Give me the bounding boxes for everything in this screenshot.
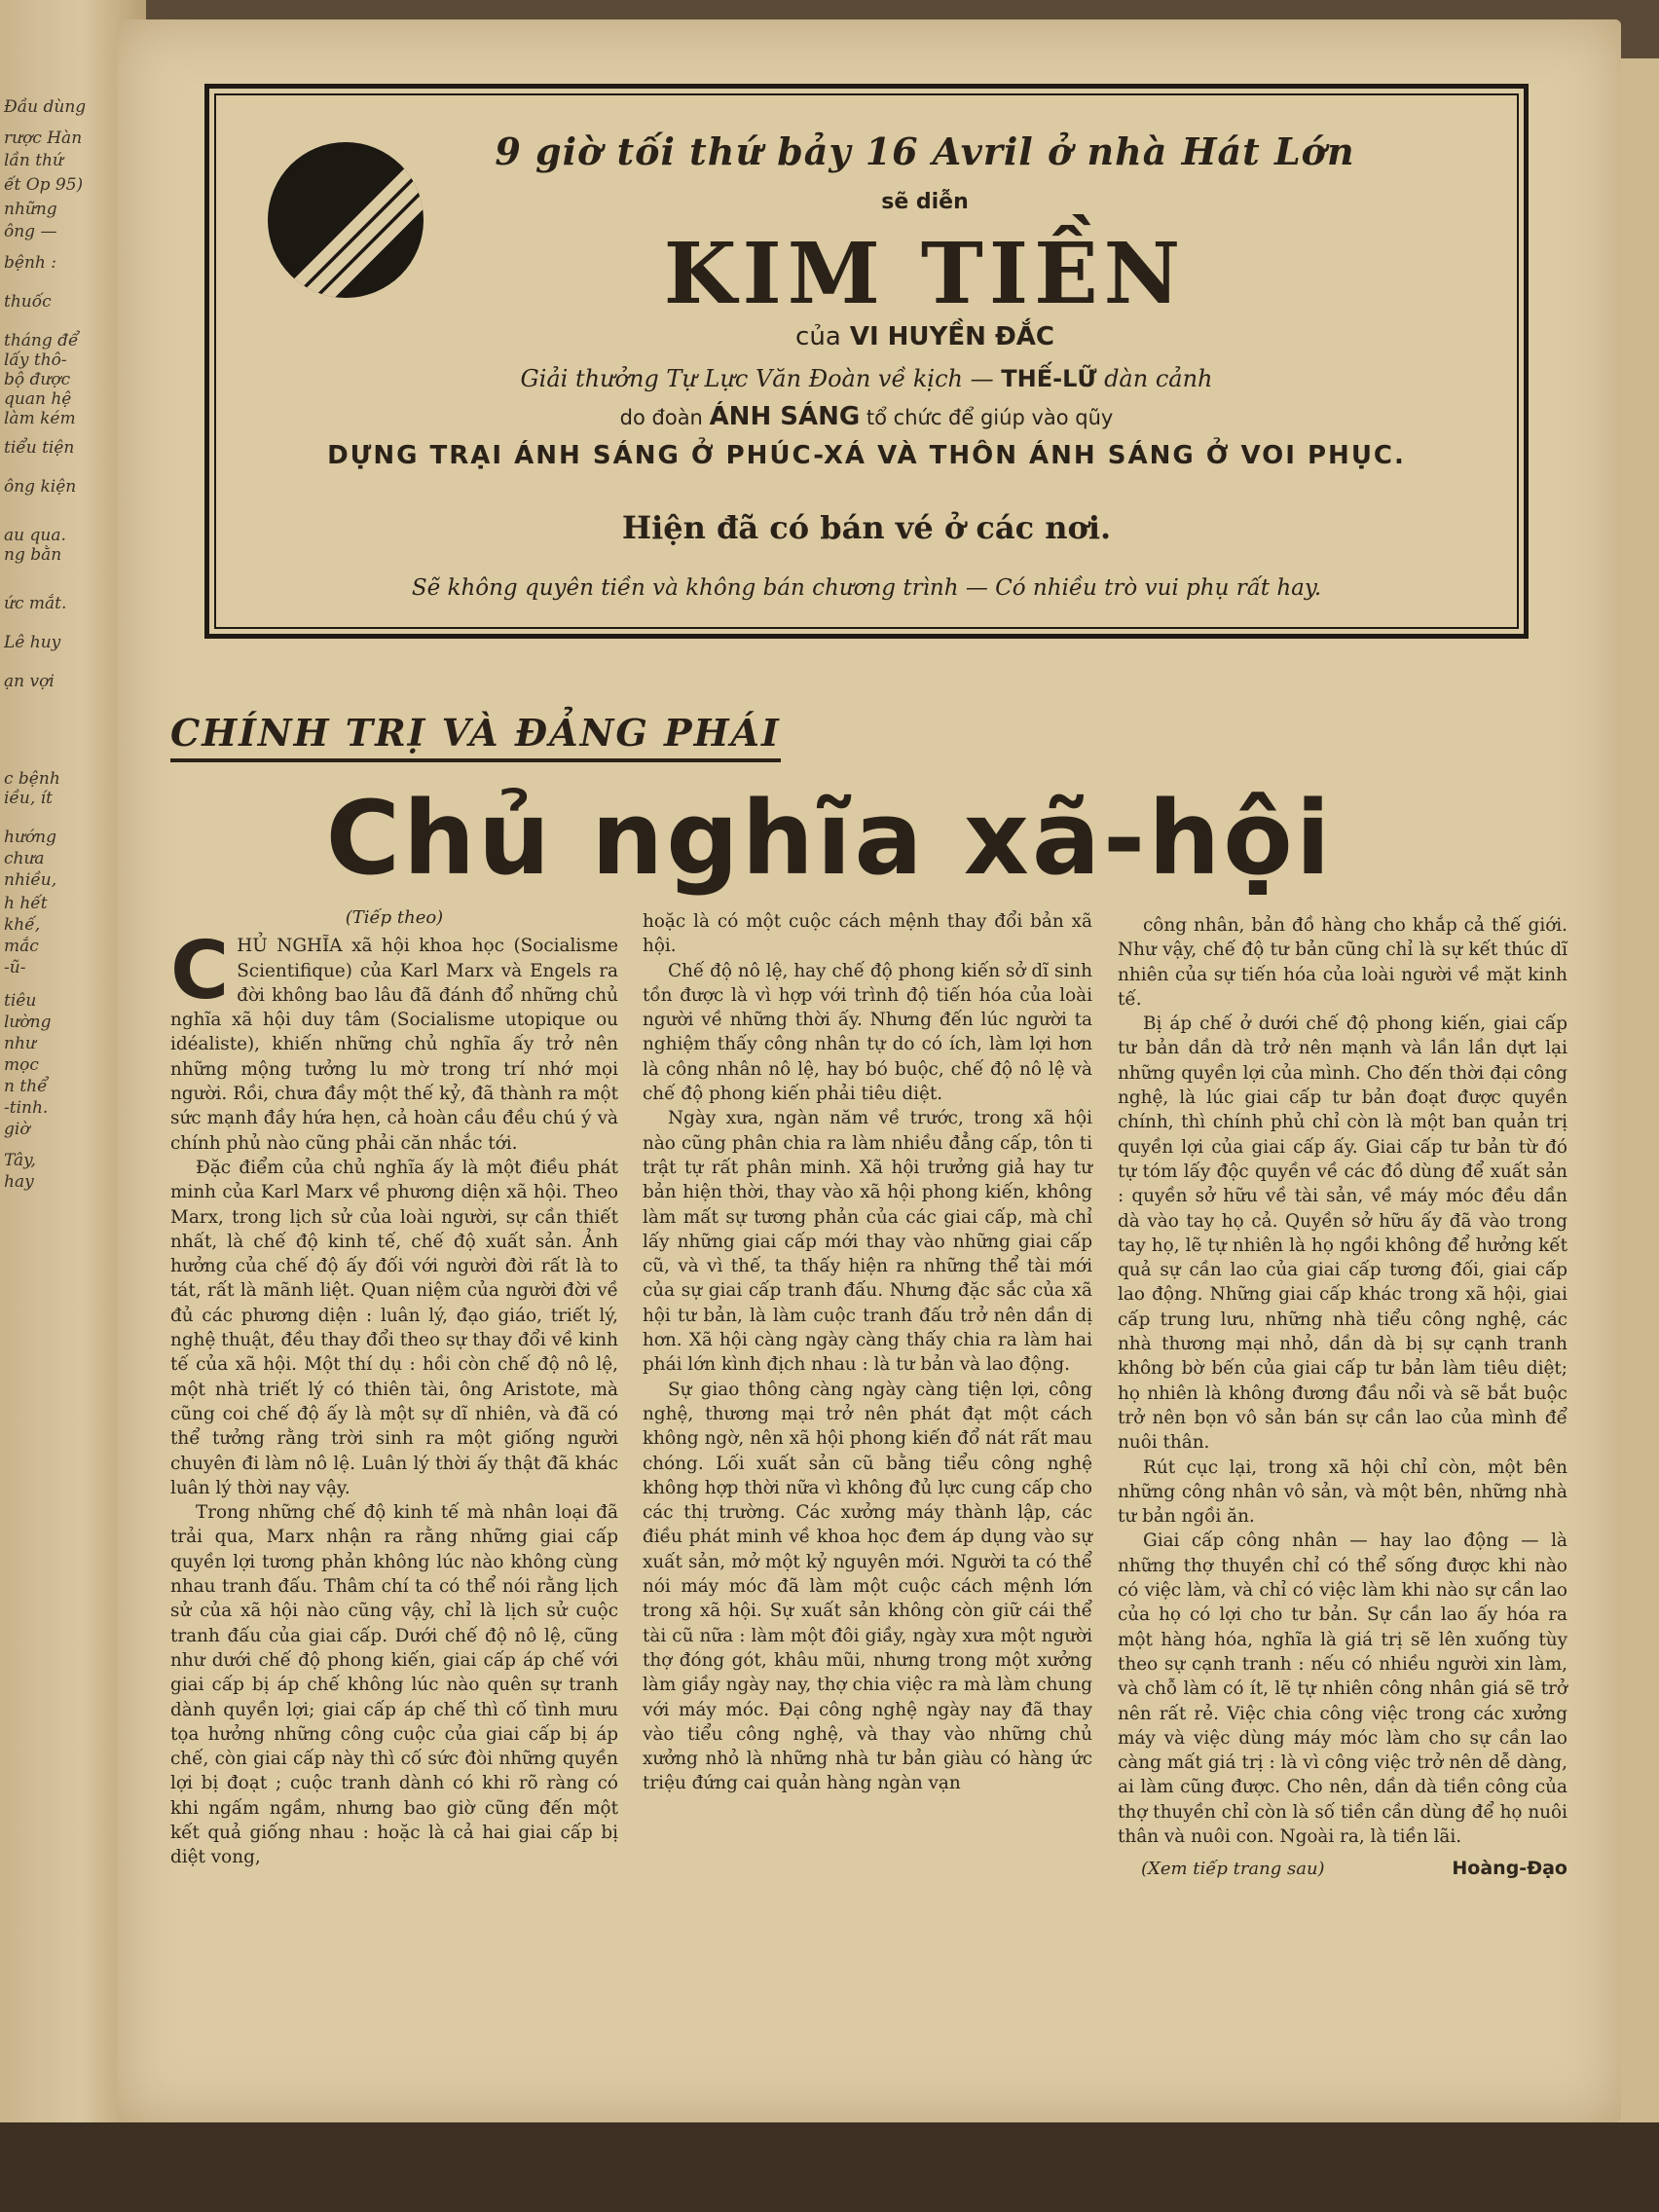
previous-page-fragment: bệnh :: [4, 253, 56, 273]
ad-purpose-line: DỰNG TRẠI ÁNH SÁNG Ở PHÚC-XÁ VÀ THÔN ÁNH SÁNG Ở VOI PHỤC.: [327, 441, 1406, 470]
ad-author-name: VI HUYỀN ĐẮC: [849, 322, 1054, 351]
previous-page-fragment: iều, ít: [4, 789, 53, 808]
previous-page-fragment: rược Hàn: [4, 129, 83, 148]
ad-prize-text: Giải thưởng Tự Lực Văn Đoàn về kịch —: [520, 365, 994, 392]
previous-page-fragment: ức mắt.: [4, 594, 67, 613]
ad-org-suffix: tổ chức để giúp vào qũy: [866, 406, 1114, 429]
paragraph: công nhân, bản đồ hàng cho khắp cả thế giới. Như vậy, chế độ tư bản cũng chỉ là sự kết thúc dĩ nhiên của sự tiến hóa của loài người về mặt kinh tế.: [1118, 915, 1567, 1010]
ad-director-suffix: dàn cảnh: [1104, 365, 1213, 392]
previous-page-fragment: -ũ-: [4, 958, 26, 977]
previous-page-fragment: hướng: [4, 828, 56, 847]
previous-page-fragment: ông —: [4, 222, 57, 241]
ad-author-prefix: của: [795, 322, 841, 351]
previous-page-fragment: giờ: [4, 1120, 30, 1139]
previous-page-fragment: au qua.: [4, 526, 66, 545]
paragraph: Rút cục lại, trong xã hội chỉ còn, một bên những công nhân vô sản, và một bên, những nhà tư bản ngồi ăn.: [1118, 1456, 1567, 1528]
paragraph: Đặc điểm của chủ nghĩa ấy là một điều phát minh của Karl Marx về phương diện xã hội. Theo Marx, trong lịch sử của loài người, sự cần thiết nhất, là chế độ kinh tế, chế độ xuất sản. Ảnh hưởng của chế độ ấy đối với người đời rất là to tát, rất là mãnh liệt. Quan niệm của người đời về đủ các phương diện : luân lý, đạo giáo, triết lý, nghệ thuật, đều thay đổi theo sự thay đổi về kinh tế của xã hội. Một thí dụ : hồi còn chế độ nô lệ, một nhà triết lý có thiên tài, ông Aristote, mà cũng coi chế độ ấy là một sự dĩ nhiên, và đã có thể tưởng rằng trời sinh ra một giống người chuyên đi làm nô lệ. Luân lý thời ấy thật đã khác luân lý thời nay vậy.: [170, 1157, 618, 1498]
previous-page-fragment: tiểu tiện: [4, 438, 75, 458]
drop-cap: C: [170, 925, 230, 1018]
paragraph: Giai cấp công nhân — hay lao động — là những thợ thuyền chỉ có thể sống được khi nào có việc làm, và chỉ có việc làm khi nào sự cần lao của họ có lợi cho tư bản. Sự cần lao ấy hóa ra một hàng hóa, nghĩa là giá trị sẽ lên xuống tùy theo sự cạnh tranh : nếu có nhiều người xin làm, và chỗ làm có ít, lẽ tự nhiên công nhân giá sẽ trở nên rất rẻ. Việc chia công việc trong các xưởng máy và việc dùng máy móc làm cho sự cần lao càng mất giá trị : là vì công việc trở nên dễ dàng, ai làm cũng được. Cho nên, dần dà tiền công của thợ thuyền chỉ còn là số tiền cần dùng để họ nuôi thân và nuôi con. Ngoài ra, là tiền lãi.: [1118, 1530, 1567, 1847]
ad-tickets-line: Hiện đã có bán vé ở các nơi.: [621, 509, 1112, 546]
previous-page-fragment: Tây,: [4, 1151, 36, 1170]
previous-page-fragment: mắc: [4, 937, 39, 956]
previous-page-fragment: c bệnh: [4, 769, 60, 789]
previous-page-fragment: lường: [4, 1013, 52, 1032]
article-footer: [1118, 1857, 1567, 1881]
paragraph: Ngày xưa, ngàn năm về trước, trong xã hội nào cũng phân chia ra làm nhiều đẳng cấp, tôn ti trật tự rất phân minh. Xã hội trưởng giả hay tư bản hiện thời, thay vào xã hội phong kiến, không làm mất sự tương phản của các giai cấp, mà chỉ lấy những giai cấp mới thay vào những giai cấp cũ, và vì thế, ta thấy hiện ra những thể tài mới của sự giai cấp tranh đấu. Nhưng đặc sắc của xã hội tư bản, là làm cuộc tranh đấu trở nên dần dị hơn. Xã hội càng ngày càng thấy chia ra làm hai phái lớn kình địch nhau : là tư bản và lao động.: [643, 1108, 1092, 1376]
previous-page-fragment: quan hệ: [4, 389, 72, 409]
previous-page-fragment: khế,: [4, 915, 41, 935]
article-column-3: [1118, 913, 1567, 1882]
ad-director-name: THẾ-LỮ: [1001, 365, 1097, 392]
paragraph: Trong những chế độ kinh tế mà nhân loại đã trải qua, Marx nhận ra rằng những giai cấp quyền lợi tương phản không lúc nào không cùng nhau tranh đấu. Thâm chí ta có thể nói rằng lịch sử của xã hội nào cũng vậy, chỉ là lịch sử cuộc tranh đấu của giai cấp. Dưới chế độ nô lệ, cũng như dưới chế độ phong kiến, giai cấp áp chế với giai cấp bị áp chế không lúc nào quên sự tranh dành quyền lợi; giai cấp áp chế thì cố tình mưu tọa hưởng những công cuộc của giai cấp bị áp chế, còn giai cấp này thì cố sức đòi những quyền lợi bị đoạt ; cuộc tranh dành có khi rõ ràng có khi ngấm ngầm, nhưng bao giờ cũng đến một kết quả giống nhau : hoặc là cả hai giai cấp bị diệt vong,: [170, 1502, 618, 1868]
previous-page-fragment: ng bằn: [4, 545, 62, 565]
previous-page-fragment: tiêu: [4, 991, 37, 1011]
previous-page-fragment: tháng để: [4, 331, 79, 350]
previous-page-fragment: làm kém: [4, 409, 76, 428]
ad-date-line: 9 giờ tối thứ bảy 16 Avril ở nhà Hát Lớn: [495, 129, 1355, 173]
previous-page-fragment: h hết: [4, 894, 48, 913]
previous-page-fragment: Lê huy: [4, 633, 61, 652]
previous-page-fragment: ết Op 95): [4, 175, 84, 195]
column-3-body: [1118, 913, 1567, 1849]
binding-shadow: [0, 2122, 1659, 2212]
article-column-1: [170, 905, 618, 1870]
previous-page-fragment: lần thứ: [4, 151, 63, 170]
previous-page-fragment: chưa: [4, 849, 45, 868]
previous-page-fragment: -tinh.: [4, 1098, 49, 1118]
previous-page-fragment: lấy thô-: [4, 350, 67, 370]
continued-label: (Tiếp theo): [345, 907, 444, 928]
ad-org-name: ÁNH SÁNG: [709, 402, 861, 431]
previous-page-fragment: những: [4, 200, 57, 219]
column-2-body: [643, 909, 1092, 1796]
previous-page-fragment: như: [4, 1034, 36, 1053]
paragraph: Bị áp chế ở dưới chế độ phong kiến, giai cấp tư bản dần dà trở nên mạnh và lần lần dựt lại những quyền lợi của mình. Cho đến thời đại công nghệ, là lúc giai cấp tư bản đoạt được quyền chính, thì chính phủ chỉ còn là một ban quản trị quyền lợi của giai cấp ấy. Giai cấp tư bản từ đó tự tóm lấy độc quyền về các đồ dùng để xuất sản : quyền sở hữu về tài sản, về máy móc đều dần dà vào tay họ cả. Quyền sở hữu ấy đã vào trong tay họ, lẽ tự nhiên là họ ngồi không để hưởng kết quả sự cần lao của giai cấp tương đối, giai cấp lao động. Những giai cấp khác trong xã hội, giai cấp trung lưu, những nhà tiểu công nghệ, các nhà thương mại nhỏ, dần dà bị sự cạnh tranh không bờ bến của giai cấp tư bản làm tiêu diệt; họ nhiên là không đương đầu nổi và sẽ bắt buộc trở nên bọn vô sản bán sự cần lao của mình để nuôi thân.: [1118, 1014, 1567, 1454]
ad-play-title: KIM TIỀN: [663, 225, 1187, 323]
previous-page-fragment: nhiều,: [4, 870, 57, 890]
article-column-2: [643, 909, 1092, 1796]
theatre-advertisement: [204, 84, 1529, 639]
paragraph: hoặc là có một cuộc cách mệnh thay đổi bản xã hội.: [643, 911, 1092, 957]
previous-page-fragment: mọc: [4, 1055, 39, 1075]
ad-prize-line: [209, 365, 1524, 392]
ad-author-line: [209, 322, 1524, 351]
paragraph: HỦ NGHĨA xã hội khoa học (Socialisme Scientifique) của Karl Marx và Engels ra đời không bao lâu đã đánh đổ những chủ nghĩa xã hội duy tâm (Socialisme utopique ou idéaliste), khiến những chủ nghĩa ấy trở nên những mộng tưởng lu mờ trong trí nhớ mọi người. Rồi, chưa đầy một thế kỷ, đã thành ra một sức mạnh đầy hứa hẹn, cả hoàn cầu đều chú ý và chính phủ nào cũng phải căn nhắc tới.: [170, 936, 618, 1154]
article-headline: Chủ nghĩa xã-hội: [325, 779, 1334, 898]
article-byline: Hoàng-Đạo: [1452, 1858, 1567, 1880]
previous-page-fragment: bộ được: [4, 370, 71, 389]
ad-se-dien: sẽ diễn: [881, 190, 969, 214]
previous-page-fragment: ạn vợi: [4, 672, 55, 691]
ad-org-prefix: do đoàn: [619, 406, 703, 429]
paragraph: Sự giao thông càng ngày càng tiện lợi, công nghệ, thương mại trở nên phát đạt một cách không ngờ, nên xã hội phong kiến đổ nát rất mau chóng. Lối xuất sản cũ bằng tiểu công nghệ không hợp thời nữa vì không đủ lực cung cấp cho các thị trường. Các xưởng máy thành lập, các điều phát minh về khoa học đem áp dụng vào sự xuất sản, mở một kỷ nguyên mới. Người ta có thể nói máy móc đã làm một cuộc cách mệnh lớn trong xã hội. Sự xuất sản không còn giữ cái thể tài cũ nữa : làm một đôi giầy, ngày xưa một người thợ đóng gót, khâu mũi, nhưng trong một xưởng làm giầy ngày nay, thợ chia việc ra mà làm chung với máy móc. Đại công nghệ ngày nay đã thay vào tiểu công nghệ, và thay vào những chủ xưởng nhỏ là những nhà tư bản giàu có hàng ức triệu đứng cai quản hàng ngàn vạn: [643, 1379, 1092, 1794]
ad-organizer-line: [209, 402, 1524, 431]
section-heading: CHÍNH TRỊ VÀ ĐẢNG PHÁI: [170, 711, 781, 762]
previous-page-fragment: thuốc: [4, 292, 52, 312]
column-1-body: [170, 925, 618, 1869]
ad-note-line: Sẽ không quyên tiền và không bán chương trình — Có nhiều trò vui phụ rất hay.: [411, 575, 1322, 601]
previous-page-fragment: n thể: [4, 1077, 48, 1096]
previous-page-fragment: hay: [4, 1172, 34, 1192]
previous-page-fragment: Đầu dùng: [4, 97, 87, 117]
paragraph: Chế độ nô lệ, hay chế độ phong kiến sở dĩ sinh tồn được là vì hợp với trình độ tiến hóa của loài người về những thời ấy. Nhưng đến lúc người ta nghiệm thấy công nhân tự do có ích, làm lợi hơn là công nhân nô lệ, hay bó buộc, chế độ nô lệ và chế độ phong kiến phải tiêu diệt.: [643, 960, 1092, 1105]
see-next-page-link[interactable]: (Xem tiếp trang sau): [1141, 1859, 1325, 1880]
previous-page-fragment: ông kiện: [4, 477, 77, 497]
